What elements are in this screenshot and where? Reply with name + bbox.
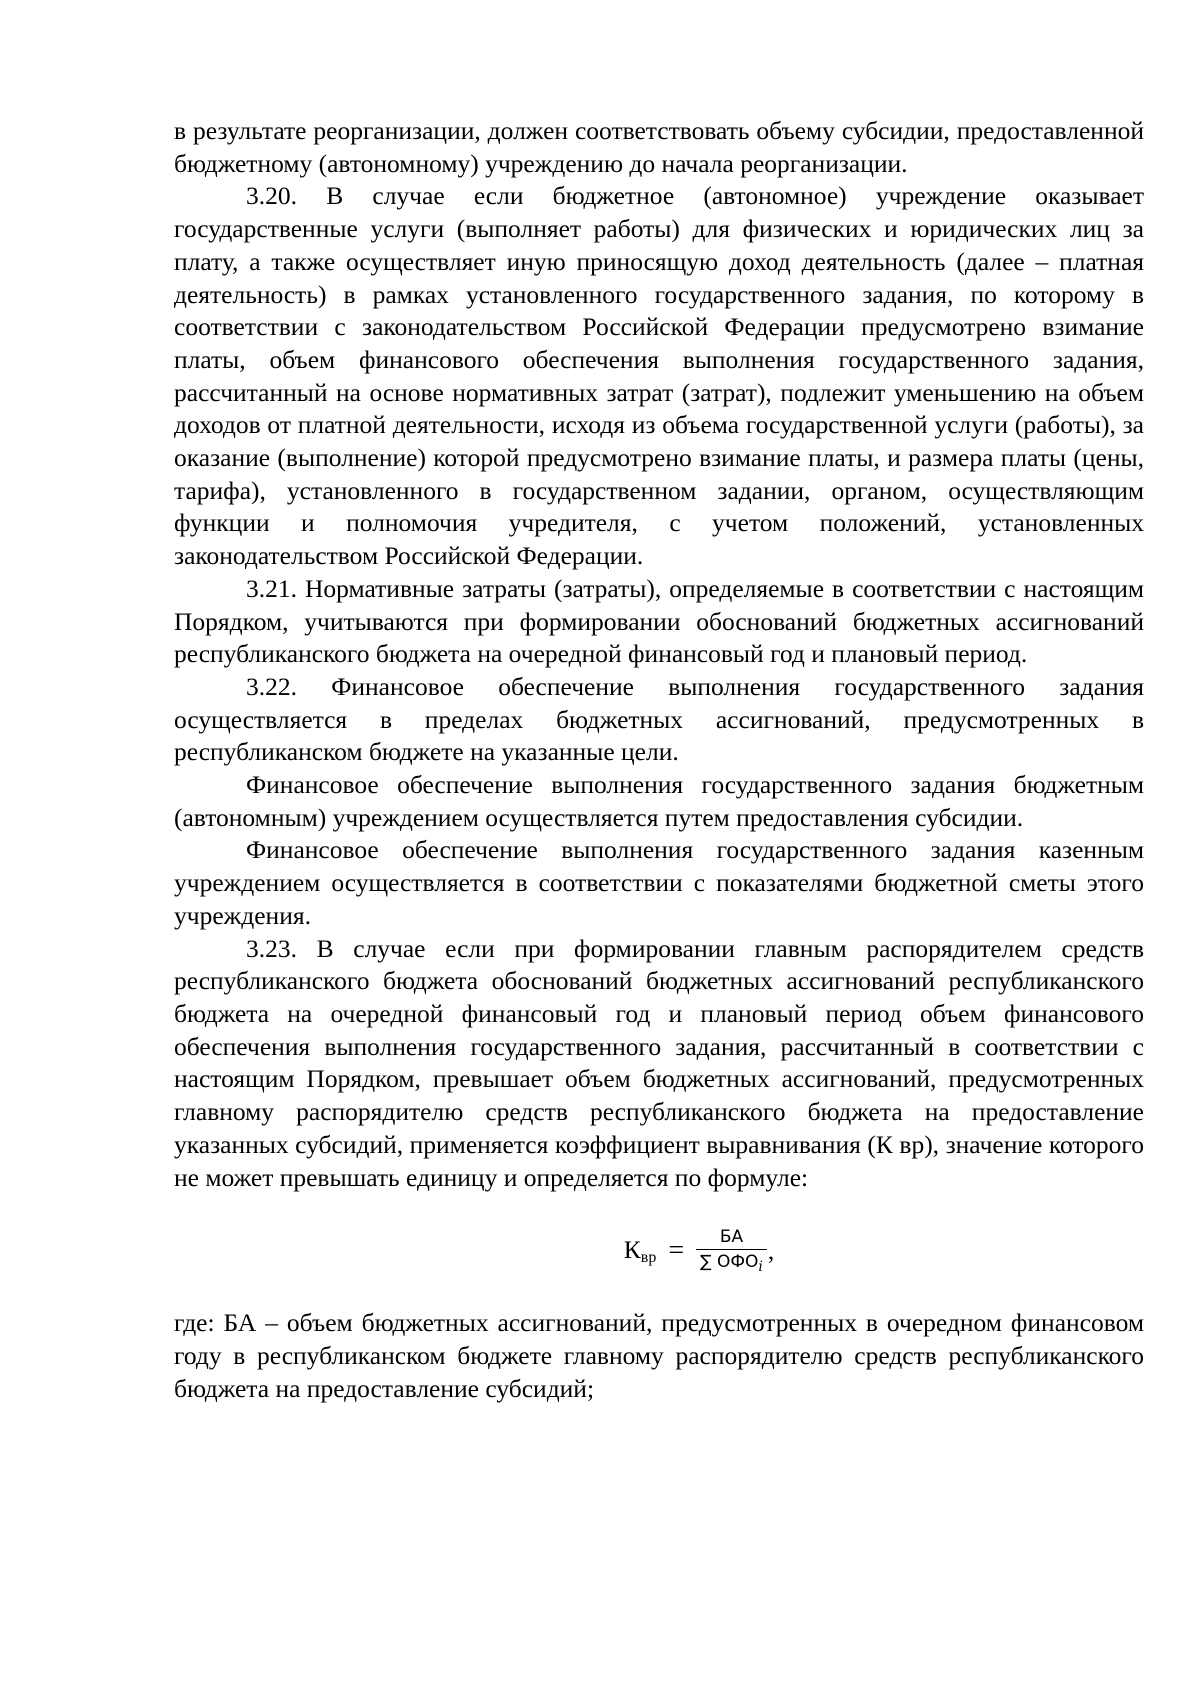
formula-equals: = <box>668 1234 685 1266</box>
paragraph-continuation: в результате реорганизации, должен соответствовать объему субсидии, предоставленной бюджетному (автономному) учреждению до начала реорганизации. <box>174 116 1144 178</box>
paragraph-3-22: 3.22. Финансовое обеспечение выполнения государственного задания осуществляется в пределах бюджетных ассигнований, предусмотренных в республиканском бюджете на указанные цели. <box>174 671 1144 767</box>
paragraph-financing-kazen: Финансовое обеспечение выполнения государственного задания казенным учреждением осуществляется в соответствии с показателями бюджетной сметы этого учреждения. <box>174 835 1144 930</box>
equalization-coefficient-formula <box>174 1194 1144 1307</box>
paragraph-3-20: 3.20. В случае если бюджетное (автономное) учреждение оказывает государственные услуги (выполняет работы) для физических и юридических лиц за плату, а также осуществляет иную приносящую доход деятельность (далее – платная деятельность) в рамках установленного государственного задания, по которому в соответствии с законодательством Российской Федерации предусмотрено взимание платы, объем финансового обеспечения выполнения государственного задания, рассчитанный на основе нормативных затрат (затрат), подлежит уменьшению на объем доходов от платной деятельности, исходя из объема государственной услуги (работы), за оказание (выполнение) которой предусмотрено взимание платы, и размера платы (цены, тарифа), установленного в государственном задании, органом, осуществляющим функции и полномочия учредителя, с учетом положений, установленных законодательством Российской Федерации. <box>174 181 1144 571</box>
formula-lhs-symbol: К <box>623 1234 641 1264</box>
paragraph-3-21: 3.21. Нормативные затраты (затраты), определяемые в соответствии с настоящим Порядком, учитываются при формировании обоснований бюджетных ассигнований республиканского бюджета на очередной финансовый год и плановый период. <box>174 573 1144 669</box>
formula-lhs <box>624 1235 657 1267</box>
formula-numerator: БА <box>719 1226 744 1247</box>
formula-trailing-comma: , <box>767 1235 775 1265</box>
formula-denominator <box>696 1250 767 1275</box>
formula-denominator-subscript: i <box>758 1258 763 1275</box>
paragraph-3-23: 3.23. В случае если при формировании главным распорядителем средств республиканского бюджета обоснований бюджетных ассигнований республиканского бюджета на очередной финансовый год и плановый период объем финансового обеспечения выполнения государственного задания, рассчитанный в соответствии с настоящим Порядком, превышает объем бюджетных ассигнований, предусмотренных главному распорядителю средств республиканского бюджета на предоставление указанных субсидий, применяется коэффициент выравнивания (К вр), значение которого не может превышать единицу и определяется по формуле: <box>174 933 1144 1192</box>
formula-denominator-main: ∑ ОФО <box>700 1251 759 1272</box>
paragraph-where: где: БА – объем бюджетных ассигнований, предусмотренных в очередном финансовом году в республиканском бюджете главному распорядителю средств республиканского бюджета на предоставление субсидий; <box>174 1308 1144 1403</box>
document-body <box>174 115 1144 1405</box>
formula-fraction <box>696 1227 767 1275</box>
paragraph-financing-budget: Финансовое обеспечение выполнения государственного задания бюджетным (автономным) учреждением осуществляется путем предоставления субсидии. <box>174 770 1144 832</box>
formula-lhs-subscript: вр <box>640 1248 657 1266</box>
formula-expression <box>624 1227 775 1275</box>
